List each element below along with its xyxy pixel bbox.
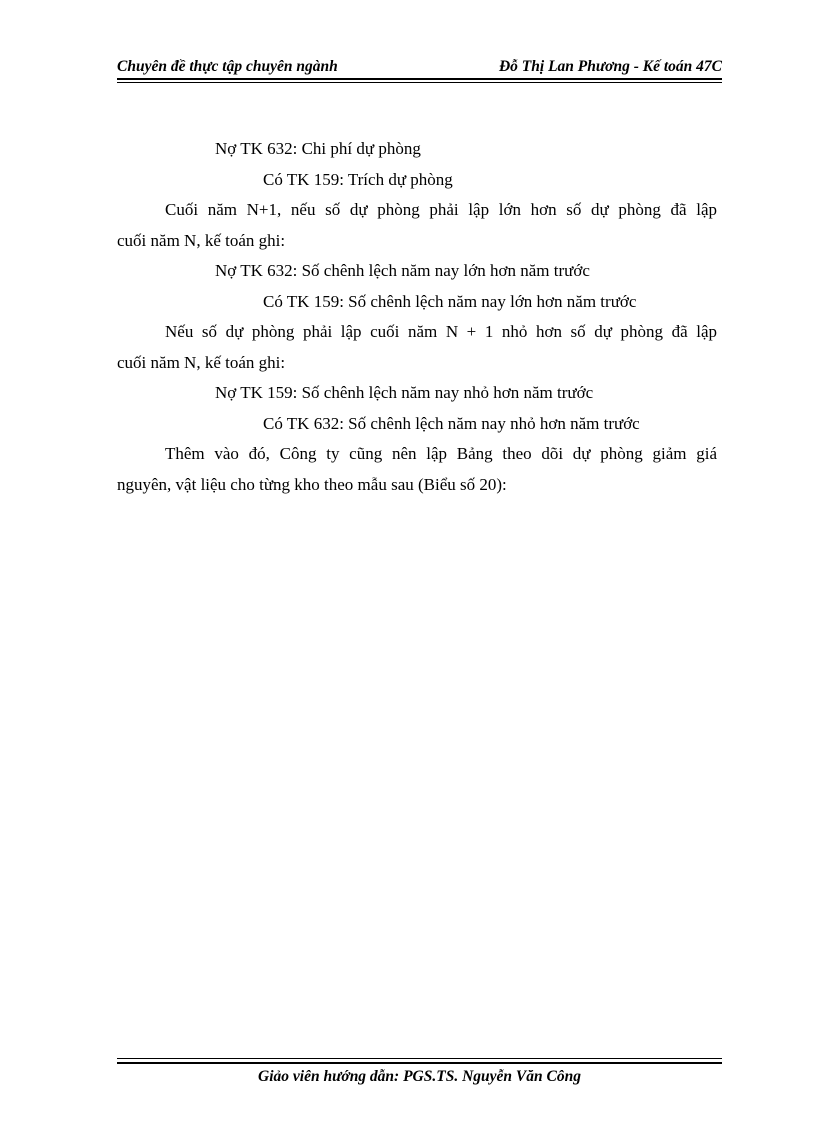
page-footer: Giảo viên hướng dẫn: PGS.TS. Nguyễn Văn Công bbox=[258, 1068, 581, 1085]
footer-rule-thick bbox=[117, 1062, 722, 1064]
paragraph-1-line-2: cuối năm N, kế toán ghi: bbox=[117, 230, 286, 250]
header-rule-thick bbox=[117, 78, 722, 80]
paragraph-1-line-1: Cuối năm N+1, nếu số dự phòng phải lập lớn hơn số dự phòng đã lập bbox=[165, 200, 717, 219]
paragraph-2-line-2: cuối năm N, kế toán ghi: bbox=[117, 352, 286, 372]
entry-debit-632-increase: Nợ TK 632: Số chênh lệch năm nay lớn hơn năm trước bbox=[215, 261, 590, 280]
header-rule-thin bbox=[117, 82, 722, 83]
entry-debit-159-decrease: Nợ TK 159: Số chênh lệch năm nay nhỏ hơn năm trước bbox=[215, 383, 594, 402]
entry-credit-159-increase: Có TK 159: Số chênh lệch năm nay lớn hơn năm trước bbox=[263, 291, 637, 311]
paragraph-3-line-1: Thêm vào đó, Công ty cũng nên lập Bảng theo dõi dự phòng giảm giá bbox=[165, 444, 717, 463]
header-document-title: Chuyên đề thực tập chuyên ngành bbox=[117, 58, 338, 75]
entry-credit-159: Có TK 159: Trích dự phòng bbox=[263, 169, 453, 189]
paragraph-3-line-2: nguyên, vật liệu cho từng kho theo mẫu sau (Biểu số 20): bbox=[117, 474, 507, 494]
entry-credit-632-decrease: Có TK 632: Số chênh lệch năm nay nhỏ hơn năm trước bbox=[263, 413, 640, 433]
entry-debit-632: Nợ TK 632: Chi phí dự phòng bbox=[215, 139, 421, 158]
page-header bbox=[117, 56, 722, 78]
header-author: Đỗ Thị Lan Phương - Kế toán 47C bbox=[498, 58, 722, 75]
paragraph-2-line-1: Nếu số dự phòng phải lập cuối năm N + 1 nhỏ hơn số dự phòng đã lập bbox=[165, 322, 717, 341]
document-body bbox=[117, 134, 717, 500]
footer-rule-thin bbox=[117, 1058, 722, 1059]
